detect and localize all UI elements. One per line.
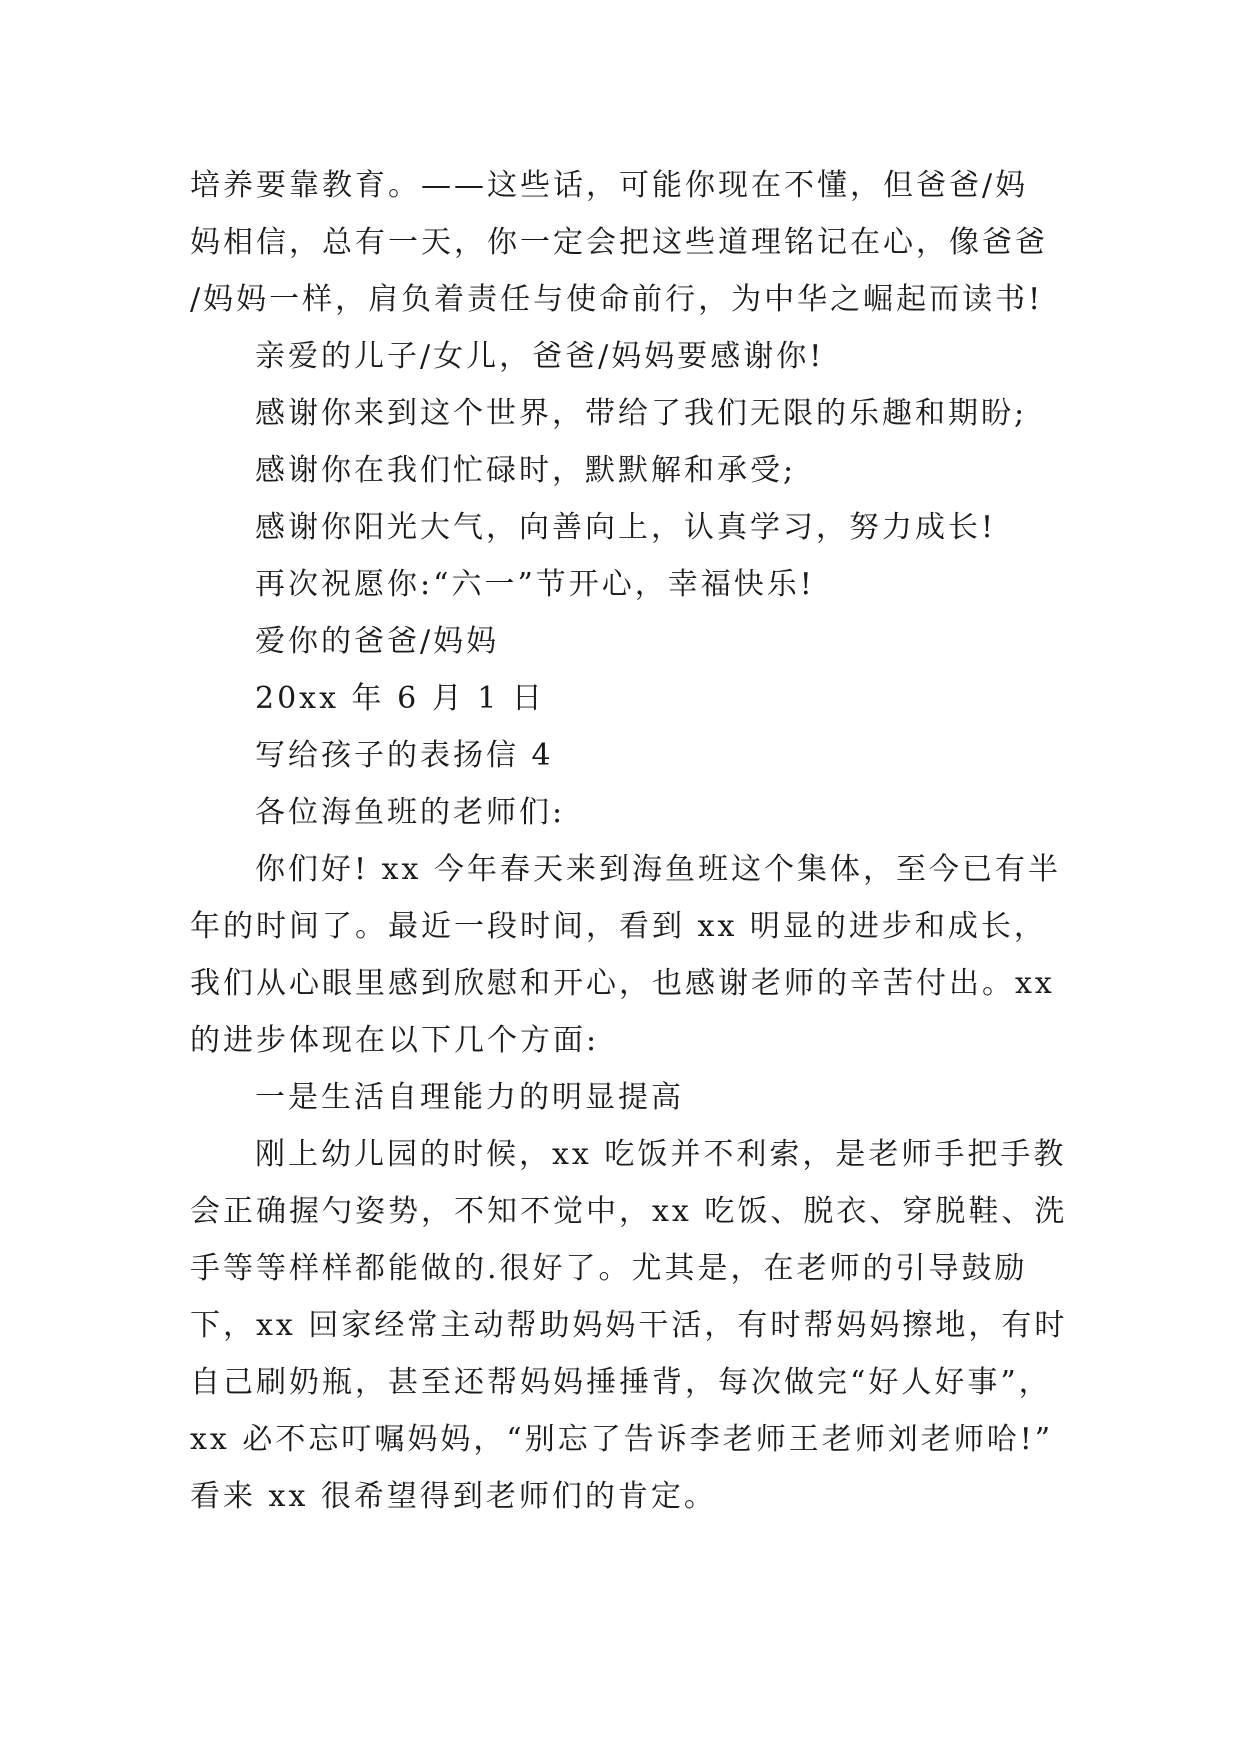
body-text-line: 的进步体现在以下几个方面: (190, 1023, 600, 1058)
body-text-line: 刚上幼儿园的时候，xx 吃饭并不利索，是老师手把手教 (255, 1137, 1067, 1172)
body-text-line: 感谢你阳光大气，向善向上，认真学习，努力成长! (255, 510, 997, 545)
subheading-line: 一是生活自理能力的明显提高 (255, 1080, 684, 1115)
body-text-line: 看来 xx 很希望得到老师们的肯定。 (190, 1479, 717, 1514)
body-text-line: 下，xx 回家经常主动帮助妈妈干活，有时帮妈妈擦地，有时 (190, 1308, 1068, 1343)
body-text-line: /妈妈一样，肩负着责任与使命前行，为中华之崛起而读书! (190, 282, 1044, 317)
body-text-line: 亲爱的儿子/女儿，爸爸/妈妈要感谢你! (255, 339, 825, 374)
body-text-line: 感谢你在我们忙碌时，默默解和承受; (255, 453, 797, 488)
date-line: 20xx 年 6 月 1 日 (255, 681, 545, 716)
body-text-line: 年的时间了。最近一段时间，看到 xx 明显的进步和成长， (190, 909, 1047, 944)
body-text-line: 自己刷奶瓶，甚至还帮妈妈捶捶背，每次做完“好人好事”， (190, 1365, 1052, 1400)
body-text-line: 手等等样样都能做的.很好了。尤其是，在老师的引导鼓励 (190, 1251, 1028, 1286)
body-text-line: 再次祝愿你:“六一”节开心，幸福快乐! (255, 567, 815, 602)
body-text-line: xx 必不忘叮嘱妈妈，“别忘了告诉李老师王老师刘老师哈!” (190, 1422, 1054, 1457)
section-title: 写给孩子的表扬信 4 (255, 738, 554, 773)
body-text-line: 妈相信，总有一天，你一定会把这些道理铭记在心，像爸爸 (190, 225, 1048, 260)
salutation-line: 各位海鱼班的老师们: (255, 795, 566, 830)
body-text-line: 培养要靠教育。——这些话，可能你现在不懂，但爸爸/妈 (190, 168, 1029, 203)
body-text-line: 你们好! xx 今年春天来到海鱼班这个集体，至今已有半 (255, 852, 1061, 887)
body-text-line: 会正确握勺姿势，不知不觉中，xx 吃饭、脱衣、穿脱鞋、洗 (190, 1194, 1068, 1229)
signature-line: 爱你的爸爸/妈妈 (255, 624, 500, 659)
body-text-line: 感谢你来到这个世界，带给了我们无限的乐趣和期盼; (255, 396, 1028, 431)
body-text-line: 我们从心眼里感到欣慰和开心，也感谢老师的辛苦付出。xx (190, 966, 1055, 1001)
